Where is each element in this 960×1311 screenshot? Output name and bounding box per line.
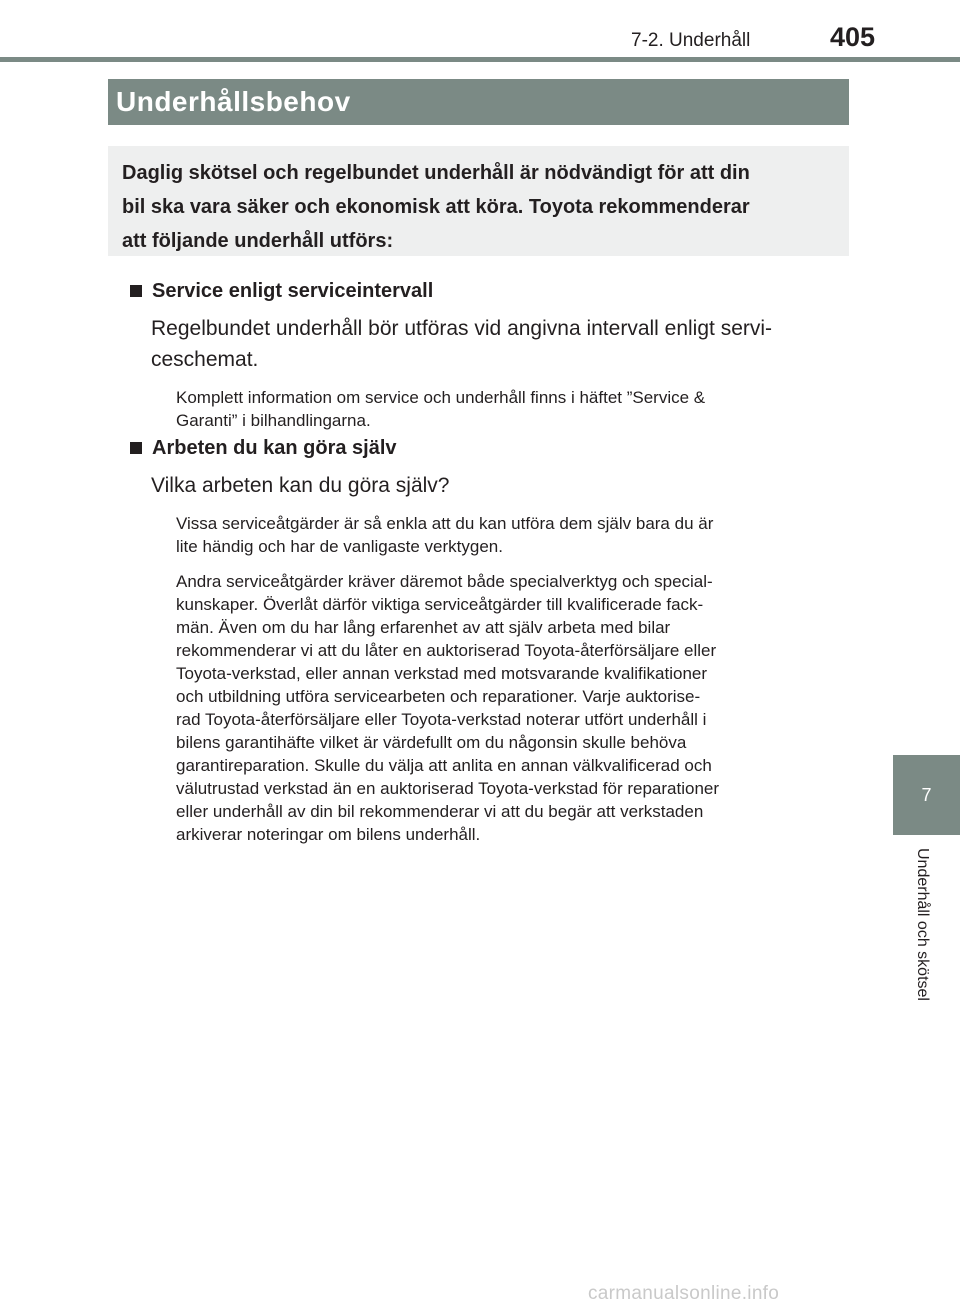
note-line: Vissa serviceåtgärder är så enkla att du kan utföra dem själv bara du är xyxy=(176,514,714,533)
header-section: 7-2. Underhåll xyxy=(631,30,751,51)
title-bar xyxy=(108,79,849,125)
note-line: Komplett information om service och underhåll finns i häftet ”Service & xyxy=(176,388,706,407)
chapter-number: 7 xyxy=(921,784,932,805)
note-line: och utbildning utföra servicearbeten och reparationer. Varje auktorise- xyxy=(176,687,701,706)
lead-line: ceschemat. xyxy=(151,348,259,371)
note-line: rekommenderar vi att du låter en auktoriserad Toyota-återförsäljare eller xyxy=(176,641,717,660)
note-line: kunskaper. Överlåt därför viktiga serviceåtgärder till kvalificerade fack- xyxy=(176,595,704,614)
note-line: välutrustad verkstad än en auktoriserad Toyota-verkstad för reparationer xyxy=(176,779,720,798)
square-bullet-icon xyxy=(130,442,142,454)
lead-line: Regelbundet underhåll bör utföras vid angivna intervall enligt servi- xyxy=(151,317,773,340)
section-heading-text: Service enligt serviceintervall xyxy=(152,280,434,302)
watermark: carmanualsonline.info xyxy=(588,1283,780,1304)
section-note xyxy=(176,386,849,432)
section-lead xyxy=(151,313,849,375)
note-line: Toyota-verkstad, eller annan verkstad med motsvarande kvalifikationer xyxy=(176,664,708,683)
section-note xyxy=(176,512,849,558)
note-line: Garanti” i bilhandlingarna. xyxy=(176,411,371,430)
section-service xyxy=(129,277,849,432)
note-line: lite händig och har de vanligaste verktygen. xyxy=(176,537,503,556)
page-title: Underhållsbehov xyxy=(116,86,351,117)
note-line: rad Toyota-återförsäljare eller Toyota-verkstad noterar utfört underhåll i xyxy=(176,710,707,729)
note-line: män. Även om du har lång erfarenhet av att själv arbeta med bilar xyxy=(176,618,671,637)
section-heading-text: Arbeten du kan göra själv xyxy=(152,437,397,459)
note-line: arkiverar noteringar om bilens underhåll. xyxy=(176,825,481,844)
section-heading xyxy=(129,434,849,462)
intro-box xyxy=(108,146,849,256)
section-heading xyxy=(129,277,849,305)
section-note xyxy=(176,570,849,846)
square-bullet-icon xyxy=(130,285,142,297)
chapter-tab[interactable] xyxy=(893,755,960,835)
header-rule xyxy=(0,57,960,62)
note-line: garantireparation. Skulle du välja att anlita en annan välkvalificerad och xyxy=(176,756,712,775)
page-number: 405 xyxy=(830,22,876,52)
chapter-label: Underhåll och skötsel xyxy=(914,848,931,1001)
note-line: eller underhåll av din bil rekommenderar vi att du begär att verkstaden xyxy=(176,802,704,821)
note-line: Andra serviceåtgärder kräver däremot både specialverktyg och special- xyxy=(176,572,713,591)
intro-line: att följande underhåll utförs: xyxy=(122,230,394,252)
intro-line: Daglig skötsel och regelbundet underhåll är nödvändigt för att din xyxy=(122,162,750,184)
lead-line: Vilka arbeten kan du göra själv? xyxy=(151,474,450,497)
intro-line: bil ska vara säker och ekonomisk att köra. Toyota rekommenderar xyxy=(122,196,750,218)
note-line: bilens garantihäfte vilket är värdefullt om du någonsin skulle behöva xyxy=(176,733,687,752)
section-self-work xyxy=(129,434,849,846)
section-lead xyxy=(151,470,849,501)
